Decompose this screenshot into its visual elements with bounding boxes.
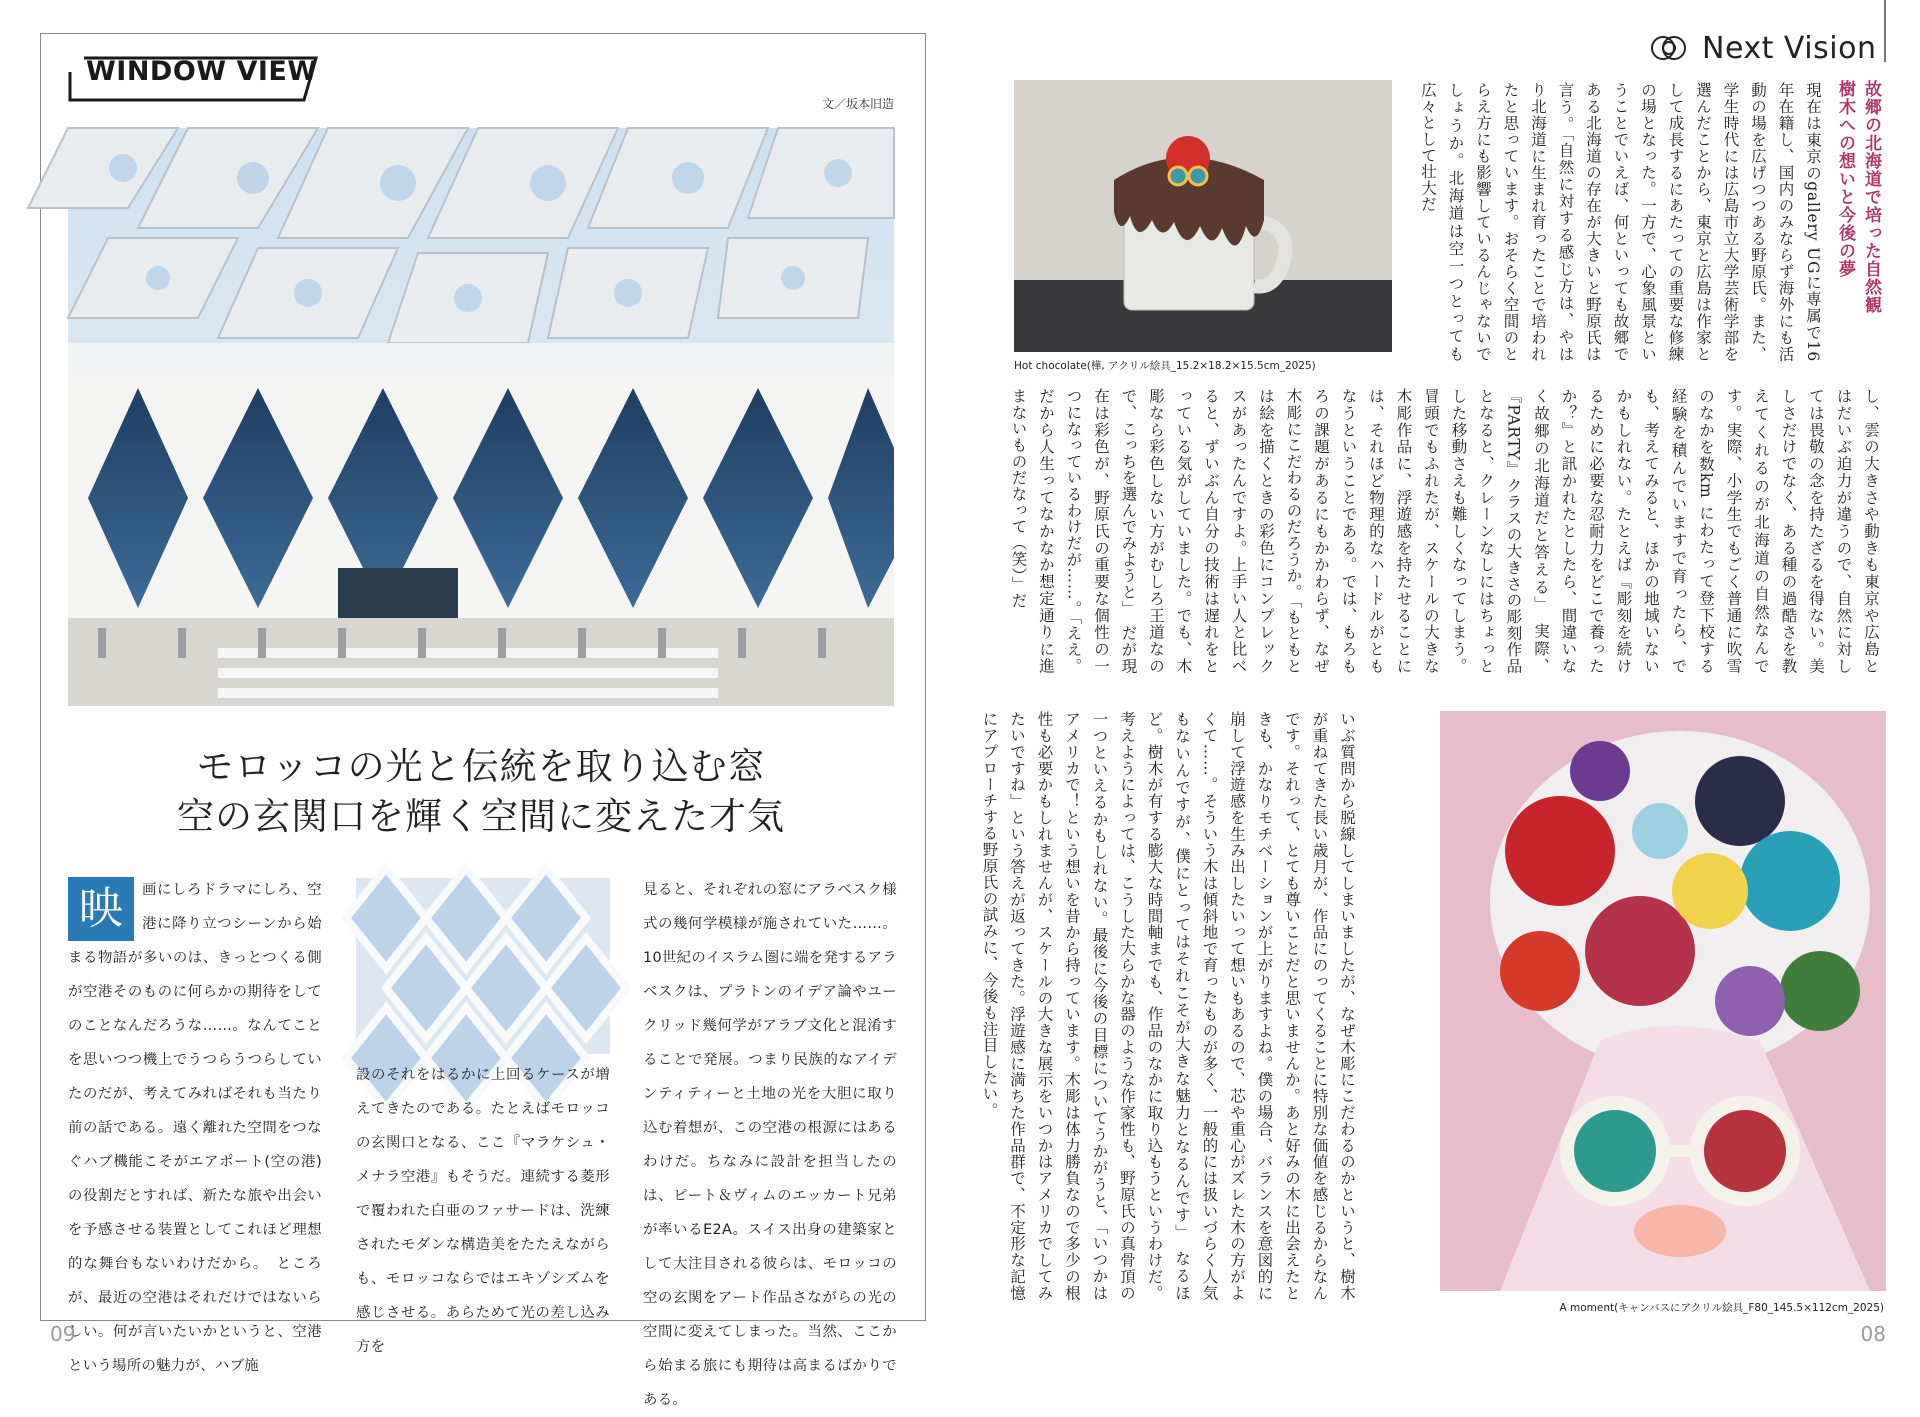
drop-cap: 映	[68, 877, 134, 941]
article-subhead: 故郷の北海道で培った自然観 樹木への想いと今後の夢	[1835, 80, 1881, 314]
page-number-right: 08	[1860, 1322, 1886, 1346]
byline: 文／坂本旧造	[821, 97, 894, 111]
page-number-left: 09	[50, 1322, 76, 1346]
a-moment-painting-photo	[1440, 711, 1886, 1291]
body-column-2: 設のそれをはるかに上回るケースが増えてきたのである。たとえばモロッコの玄関口となる、ここ『マラケシュ・メナラ空港』もそうだ。連続する菱形で覆われた白亜のファサードは、洗練されたモダンな構造美をたたえながらも、モロッコならではエキゾシズムを感じさせる。あらためて光の差し込み方を	[356, 1067, 610, 1355]
headline-line-2: 空の玄関口を輝く空間に変えた才気	[177, 795, 785, 838]
section-title: WINDOW VIEW	[86, 56, 318, 87]
body-column-1-text: 画にしろドラマにしろ、空港に降り立つシーンから始まる物語が多いのは、きっとつくる側が空港そのものに何らかの期待をしてのことなんだろうな……。なんてことを思いつつ機上でうつらうつらしていたのだが、考えてみればそれも当たり前の話である。遠く離れた空間をつなぐハブ機能こそがエアポート(空の港)の役割だとすれば、新たな旅や出会いを予感させる装置としてこれほど理想的な舞台もないわけだから。 ところが、最近の空港はそれだけではないらしい。何が言いたいかというと、空港という場所の魅力が、ハブ施	[68, 882, 322, 1374]
body-vertical-2: し、雲の大きさや動きも東京や広島とはだいぶ迫力が違うので、自然に対しては畏敬の念を持たざるを得ない。美しさだけでなく、ある種の過酷さを教えてくれるのが北海道の自然なんです。実際、小学生でもごく普通に吹雪のなかを数km にわたって登下校する経験を積んでいますで育ったら、でも、考えてみると、ほかの地域いないかもしれない。たとえば『彫刻を続けるために必要な忍耐力をどこで養ったか？』と訊かれたとしたら、間違いなく故郷の北海道だと答える」 実際、『PARTY』クラスの大きさの彫刻作品となると、クレーンなしにはちょっとした移動さえも難しくなってしまう。冒頭でもふれたが、スケールの大きな木彫作品に、浮遊感を持たせることには、それほど物理的なハードルがともなうということである。では、もろもろの課題があるにもかかわらず、なぜ木彫にこだわるのだろうか。「もともとは絵を描くときの彩色にコンプレックスがあったんですよ。上手い人と比べると、ずいぶん自分の技術は遅れをとっている気がしていました。でも、木彫なら彩色しない方がむしろ王道なので、こっちを選んでみようと」 だが現在は彩色が、野原氏の重要な個性の一つになっているわけだが……。「ええ。だから人生ってなかなか想定通りに進まないものだなって（笑）」だ	[1009, 388, 1880, 674]
hot-chocolate-artwork-photo	[1014, 80, 1392, 352]
article-headline	[68, 742, 894, 842]
body-vertical-3: いぶ質問から脱線してしまいましたが、なぜ木彫にこだわるのかというと、樹木が重ねてきた長い歳月が、作品にのってくることに特別な価値を感じるからなんです。それって、とても尊いことだと思いませんか。あと好みの木に出会えたときも、かなりモチベーションが上がりますよね。僕の場合、バランスを意図的に崩して浮遊感を生み出したいって想いもあるので、芯や重心がズレた木の方がよくて……。そういう木は傾斜地で育ったものが多く、一般的には扱いづらく人気もないんですが、僕にとってはそれこそが大きな魅力となるんです」 なるほど。樹木が有する膨大な時間軸までも、作品のなかに取り込もうというわけだ。考えようによっては、こうした大らかな器のような作家性も、野原氏の真骨頂の一つといえるかもしれない。最後に今後の目標についてうかがうと、「いつかはアメリカで！という想いを昔から持っています。木彫は体力勝負なので多少の根性も必要かもしれませんが、スケールの大きな展示をいつかはアメリカでしてみたいですね」という答えが返ってきた。浮遊感に満ちた作品群で、不定形な記憶にアプローチする野原氏の試みに、今後も注目したい。	[980, 711, 1356, 1301]
airport-facade-photo	[68, 128, 894, 706]
caption-a-moment: A moment(キャンバスにアクリル絵具_F80_145.5×112cm_2025)	[1559, 1302, 1884, 1314]
arabesque-window-photo	[356, 878, 610, 1054]
headline-line-1: モロッコの光と伝統を取り込む窓	[196, 745, 766, 788]
body-column-1	[68, 873, 322, 1383]
body-vertical-1: 現在は東京のgallery UGに専属で16年在籍し、国内のみならず海外にも活動の場を広げつつある野原氏。また、学生時代には広島市立大学芸術学部を選んだことから、東京と広島は作家として成長するにあたっての重要な修練の場となった。一方で、心象風景ということでいえば、何といっても故郷である北海道の存在が大きいと野原氏は言う。「自然に対する感じ方は、やはり北海道に生まれ育ったことで培われたと思っています。おそらく空間のとらえ方にも影響しているんじゃないでしょうか。北海道は空一つとっても広々として壮大だ	[1419, 82, 1822, 362]
right-edge-rule	[1884, 0, 1886, 62]
body-column-3: 見ると、それぞれの窓にアラベスク様式の幾何学模様が施されていた……。10世紀のイスラム圏に端を発するアラベスクは、プラトンのイデア論やユークリッド幾何学がアラブ文化と混淆することで発展。つまり民族的なアイデンティティーと土地の光を大胆に取り込む着想が、この空港の根源にはあるわけだ。ちなみに設計を担当したのは、ピート＆ヴィムのエッカート兄弟が率いるE2A。スイス出身の建築家として大注目される彼らは、モロッコの空の玄関をアート作品さながらの光の空間に変えてしまった。当然、ここから始まる旅にも期待は高まるばかりである。	[643, 882, 897, 1408]
next-vision-rings-icon	[1650, 33, 1694, 63]
caption-hot-chocolate: Hot chocolate(樺, アクリル絵具_15.2×18.2×15.5cm_2025)	[1014, 360, 1316, 372]
next-vision-brand	[1650, 28, 1876, 68]
brand-name: Next Vision	[1702, 30, 1877, 66]
